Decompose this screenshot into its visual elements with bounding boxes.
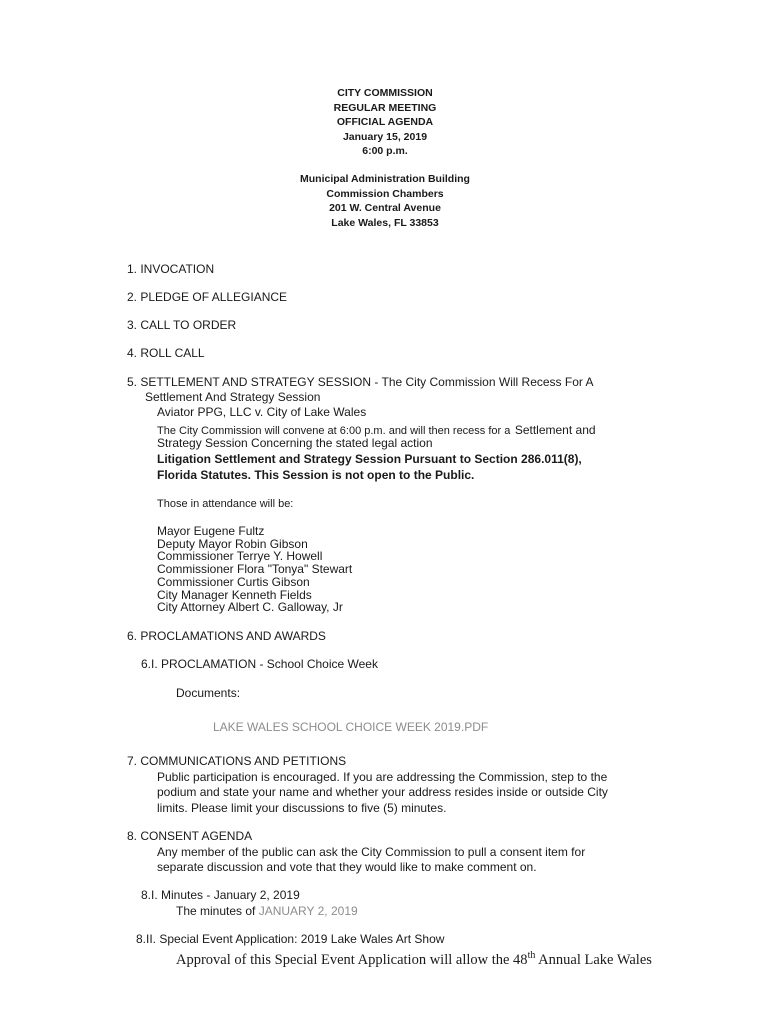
- item-invocation: 1. INVOCATION: [127, 262, 215, 276]
- communications-body: Public participation is encouraged. If you are addressing the Commission, step to the: [157, 770, 608, 784]
- attendee: Commissioner Terrye Y. Howell: [157, 549, 323, 564]
- consent-body: separate discussion and vote that they would like to make comment on.: [157, 860, 537, 874]
- ordinal-suffix: th: [527, 950, 536, 961]
- attendee: Mayor Eugene Fultz: [157, 524, 265, 538]
- agenda-header: [0, 86, 770, 230]
- consent-body: Any member of the public can ask the City Commission to pull a consent item for: [157, 845, 586, 859]
- attendance-heading: Those in attendance will be:: [157, 498, 294, 510]
- subitem-special-event: 8.II. Special Event Application: 2019 Lake Wales Art Show: [136, 932, 445, 946]
- minutes-link[interactable]: JANUARY 2, 2019: [258, 904, 358, 918]
- minutes-prefix: The minutes of: [176, 904, 256, 918]
- documents-label: Documents:: [176, 686, 241, 700]
- minutes-line: [176, 904, 358, 918]
- statute-notice-cont: Florida Statutes. This Session is not open to the Public.: [157, 468, 475, 482]
- special-event-text: Approval of this Special Event Application will allow the 48: [176, 952, 528, 968]
- attendee: Commissioner Curtis Gibson: [157, 574, 310, 589]
- header-line: OFFICIAL AGENDA: [336, 116, 434, 129]
- attendee: Commissioner Flora "Tonya" Stewart: [157, 562, 353, 577]
- statute-notice: Litigation Settlement and Strategy Session Pursuant to Section 286.011(8),: [157, 452, 582, 466]
- item-proclamations: 6. PROCLAMATIONS AND AWARDS: [127, 629, 326, 643]
- special-event-body: [176, 950, 652, 969]
- case-name: Aviator PPG, LLC v. City of Lake Wales: [157, 405, 367, 419]
- item-call-to-order: 3. CALL TO ORDER: [127, 318, 237, 332]
- session-note-text-cont: Settlement and: [514, 423, 596, 437]
- venue-city: Lake Wales, FL 33853: [331, 216, 439, 229]
- session-note-text: The City Commission will convene at 6:00 p.m. and will then recess for a: [157, 425, 511, 437]
- attendee: City Attorney Albert C. Galloway, Jr: [157, 600, 343, 615]
- venue-room: Commission Chambers: [326, 187, 444, 200]
- communications-body: podium and state your name and whether your address resides inside or outside City: [157, 785, 608, 799]
- venue-building: Municipal Administration Building: [300, 172, 470, 185]
- communications-body: limits. Please limit your discussions to five (5) minutes.: [157, 801, 447, 815]
- item-settlement-title-cont: Settlement And Strategy Session: [145, 390, 321, 404]
- meeting-date: January 15, 2019: [342, 130, 428, 143]
- attendee: City Manager Kenneth Fields: [157, 587, 312, 602]
- item-communications: 7. COMMUNICATIONS AND PETITIONS: [127, 754, 347, 768]
- item-pledge: 2. PLEDGE OF ALLEGIANCE: [127, 290, 288, 304]
- item-roll-call: 4. ROLL CALL: [127, 346, 205, 360]
- session-note-line2: Strategy Session Concerning the stated legal action: [157, 436, 433, 450]
- header-line: REGULAR MEETING: [333, 101, 437, 114]
- attendee: Deputy Mayor Robin Gibson: [157, 536, 308, 551]
- venue-street: 201 W. Central Avenue: [329, 202, 441, 215]
- attendee-list: [157, 525, 352, 614]
- special-event-text-cont: Annual Lake Wales: [538, 952, 652, 968]
- item-consent-agenda: 8. CONSENT AGENDA: [127, 829, 253, 843]
- header-line: CITY COMMISSION: [337, 87, 433, 99]
- item-settlement-title: 5. SETTLEMENT AND STRATEGY SESSION - The City Commission Will Recess For A: [127, 375, 594, 389]
- subitem-minutes: 8.I. Minutes - January 2, 2019: [141, 888, 300, 902]
- document-link[interactable]: LAKE WALES SCHOOL CHOICE WEEK 2019.PDF: [213, 720, 489, 734]
- subitem-proclamation: 6.I. PROCLAMATION - School Choice Week: [141, 657, 378, 671]
- meeting-time: 6:00 p.m.: [362, 145, 408, 158]
